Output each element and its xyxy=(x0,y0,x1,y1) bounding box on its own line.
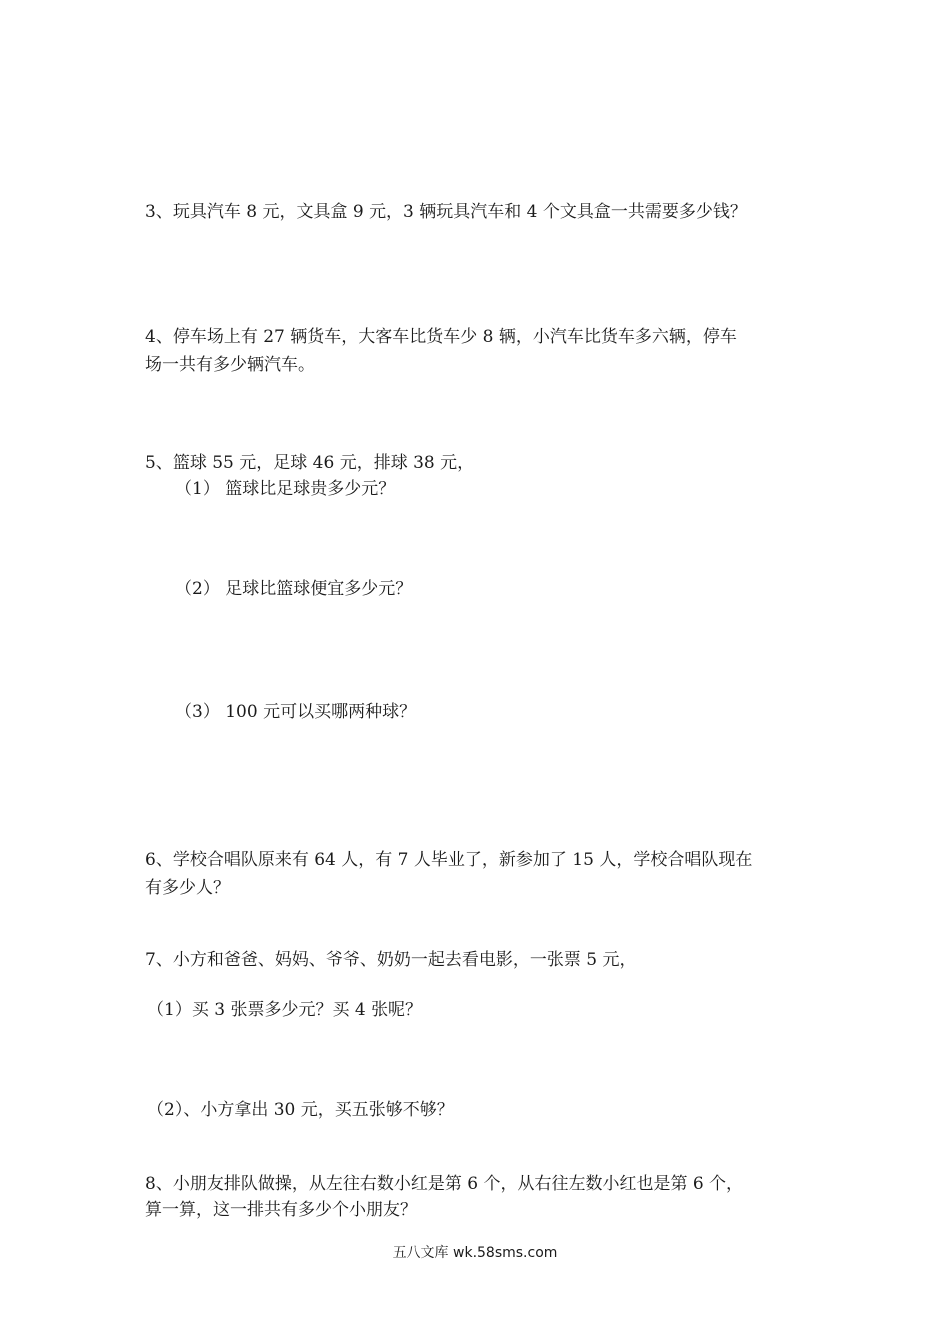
question-4-line-1: 4、停车场上有 27 辆货车，大客车比货车少 8 辆，小汽车比货车多六辆，停车 xyxy=(145,327,737,347)
question-7-sub-1: （1）买 3 张票多少元？买 4 张呢？ xyxy=(147,1000,423,1020)
question-6-line-2: 有多少人？ xyxy=(145,878,230,898)
question-4-line-2: 场一共有多少辆汽车。 xyxy=(145,355,315,375)
question-5-sub-1: （1） 篮球比足球贵多少元？ xyxy=(175,479,396,499)
question-6-line-1: 6、学校合唱队原来有 64 人，有 7 人毕业了，新参加了 15 人，学校合唱队现在 xyxy=(145,850,753,870)
question-7-sub-2: （2）、小方拿出 30 元，买五张够不够？ xyxy=(147,1100,454,1120)
footer-watermark: 五八文库 wk.58sms.com xyxy=(392,1245,558,1261)
question-5-sub-2: （2） 足球比篮球便宜多少元？ xyxy=(175,579,413,599)
question-8-line-1: 8、小朋友排队做操，从左往右数小红是第 6 个，从右往左数小红也是第 6 个， xyxy=(145,1174,744,1194)
question-8-line-2: 算一算，这一排共有多少个小朋友？ xyxy=(145,1200,417,1220)
question-5-sub-3: （3） 100 元可以买哪两种球？ xyxy=(175,702,417,722)
question-3: 3、玩具汽车 8 元，文具盒 9 元，3 辆玩具汽车和 4 个文具盒一共需要多少钱？ xyxy=(145,202,747,222)
question-7: 7、小方和爸爸、妈妈、爷爷、奶奶一起去看电影，一张票 5 元， xyxy=(145,950,637,970)
question-5: 5、篮球 55 元，足球 46 元，排球 38 元， xyxy=(145,453,475,473)
